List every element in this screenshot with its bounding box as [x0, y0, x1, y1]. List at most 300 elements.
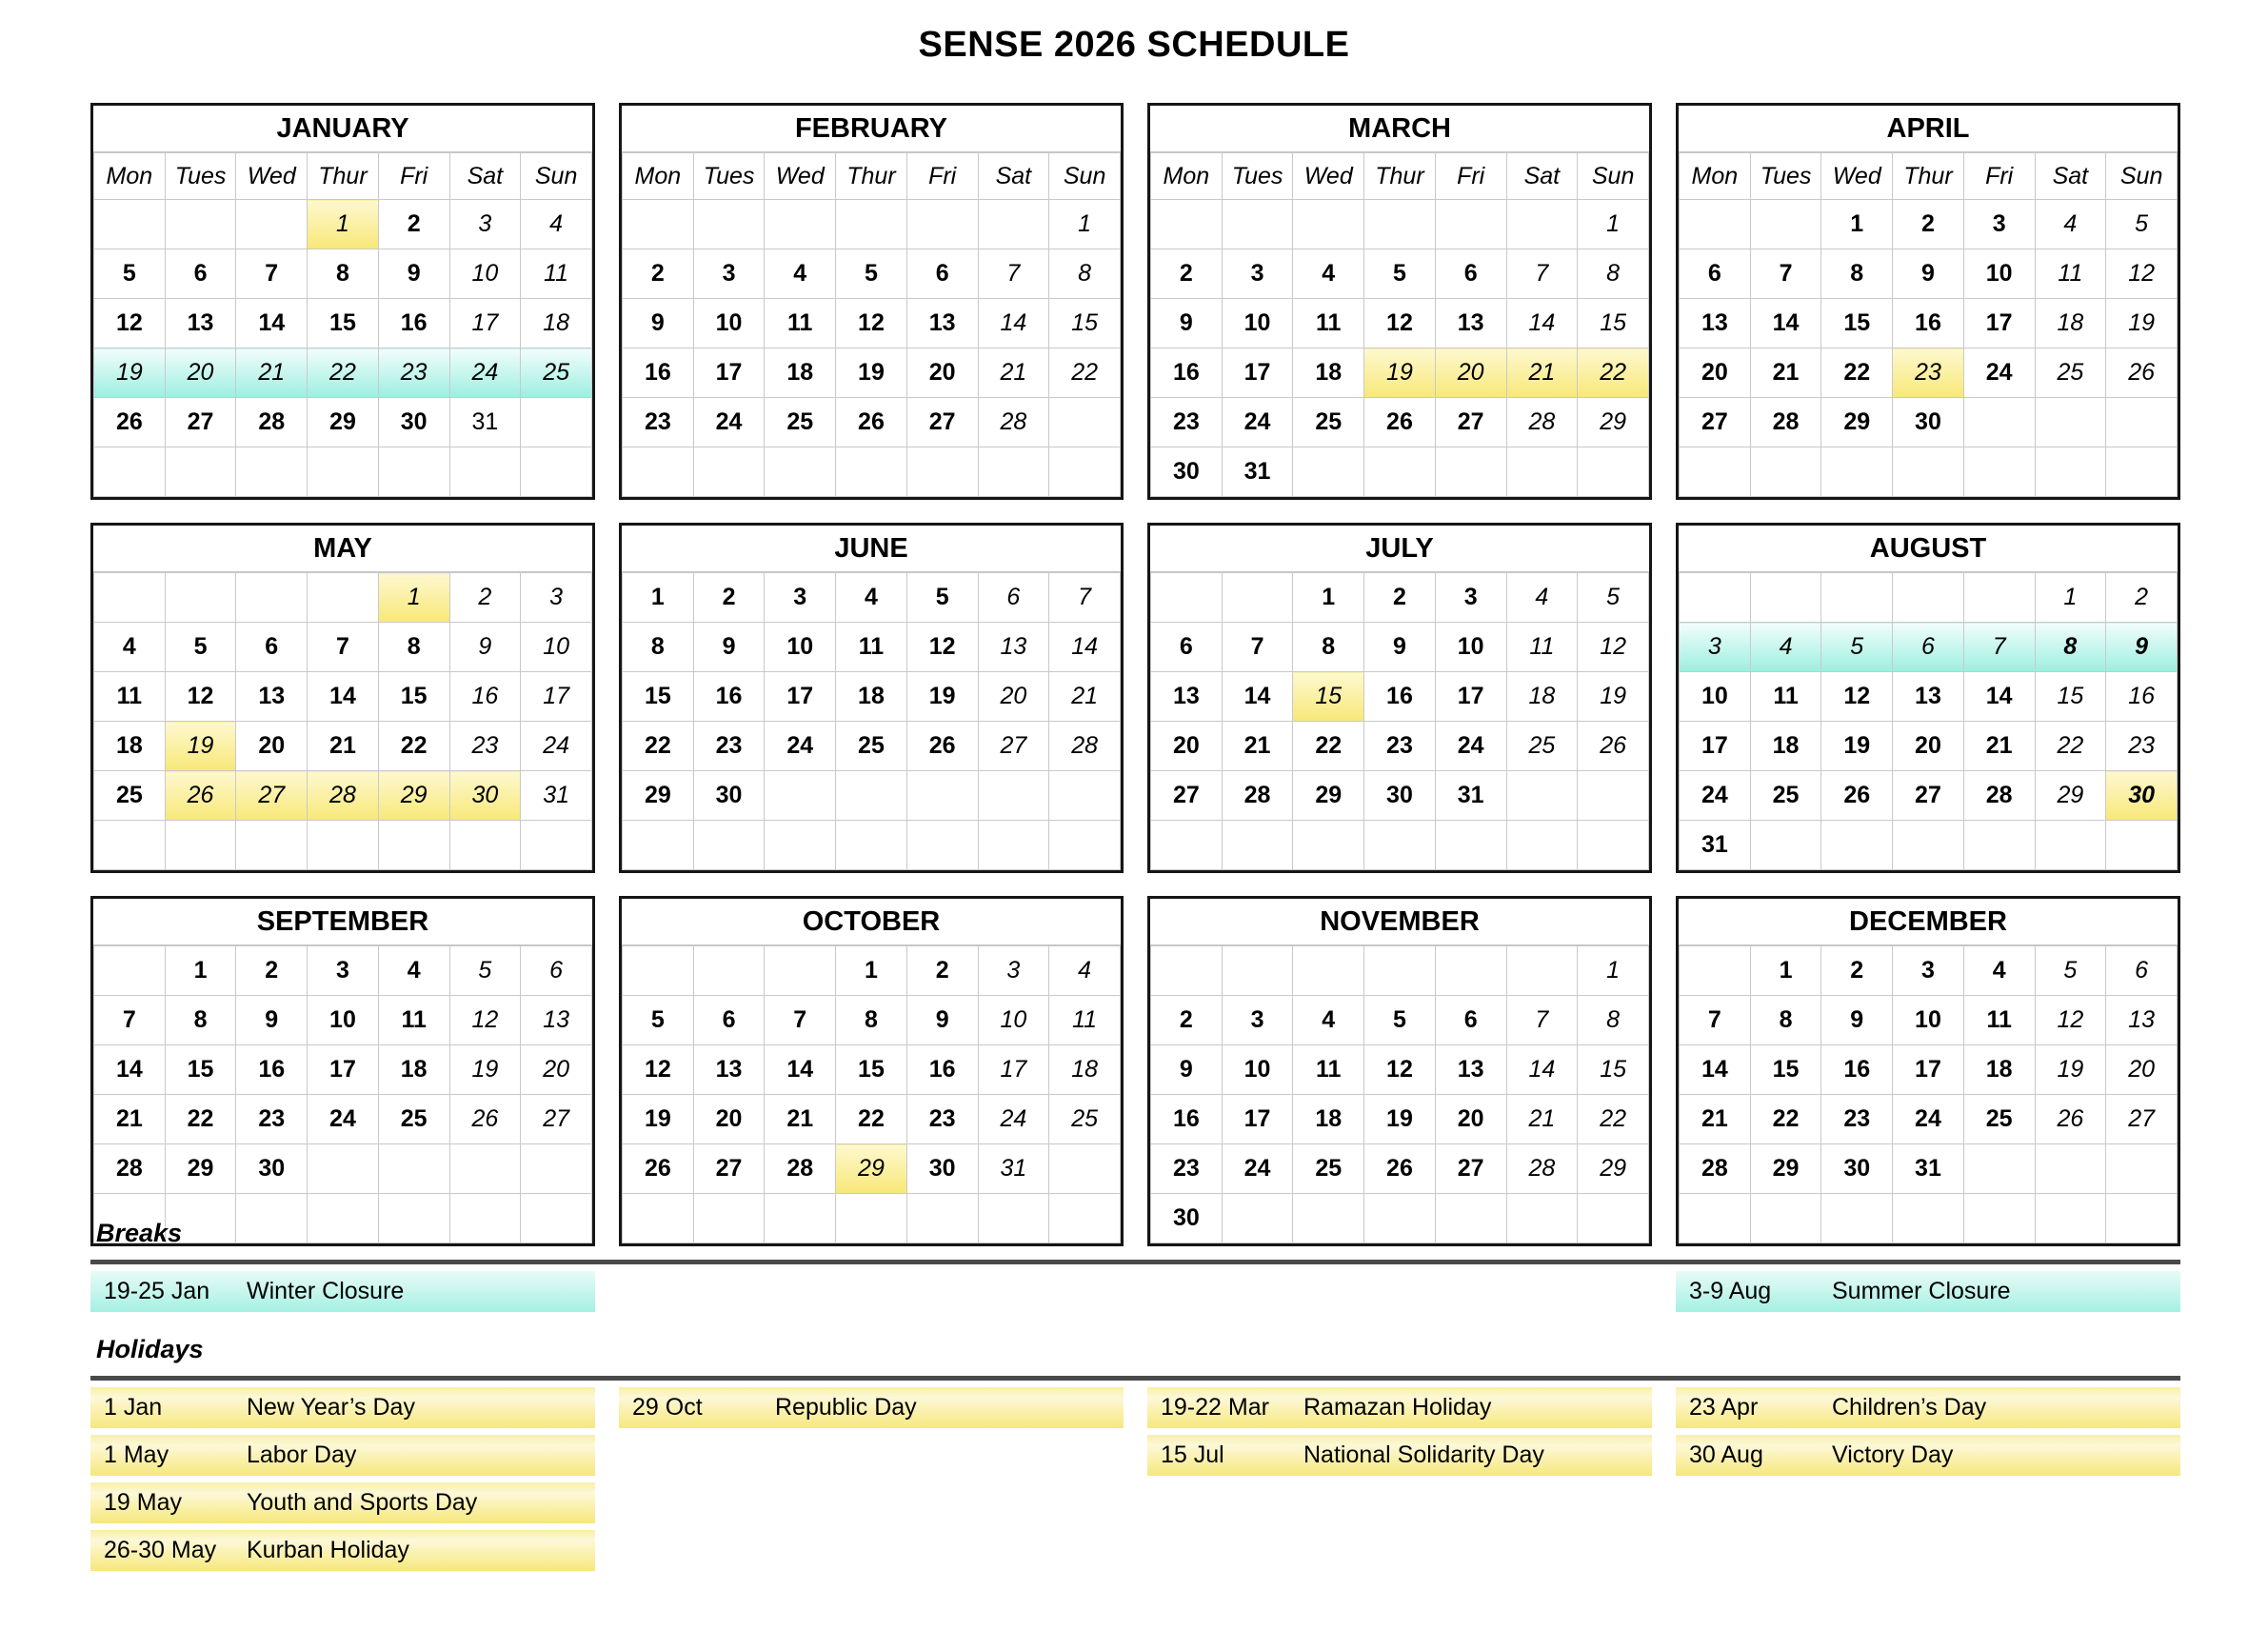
day-cell: 21 — [1750, 348, 1821, 398]
day-cell: 4 — [378, 946, 449, 996]
entry-label: Winter Closure — [247, 1278, 405, 1304]
holidays-heading: Holidays — [96, 1335, 204, 1363]
day-cell: 24 — [521, 722, 592, 771]
day-cell: 20 — [165, 348, 236, 398]
empty-cell — [236, 447, 308, 497]
day-cell: 11 — [836, 623, 907, 672]
day-cell: 24 — [978, 1095, 1049, 1144]
day-cell: 18 — [2035, 299, 2106, 348]
month-september — [90, 896, 595, 1246]
entry-label: National Solidarity Day — [1303, 1441, 1544, 1468]
day-cell: 29 — [623, 771, 694, 821]
day-cell: 22 — [308, 348, 379, 398]
day-cell: 6 — [521, 946, 592, 996]
day-cell: 4 — [521, 200, 592, 249]
day-cell: 24 — [449, 348, 521, 398]
day-cell: 22 — [1049, 348, 1121, 398]
day-cell: 7 — [1222, 623, 1293, 672]
day-cell: 28 — [1506, 398, 1578, 447]
day-cell: 25 — [2035, 348, 2106, 398]
day-cell: 26 — [1578, 722, 1649, 771]
day-cell: 21 — [1222, 722, 1293, 771]
day-cell: 31 — [1893, 1144, 1964, 1194]
day-cell: 27 — [906, 398, 978, 447]
day-cell: 22 — [1293, 722, 1364, 771]
day-cell: 2 — [1151, 249, 1223, 299]
empty-cell — [1435, 821, 1506, 870]
empty-cell — [1963, 821, 2035, 870]
day-cell: 16 — [1151, 1095, 1223, 1144]
day-cell: 25 — [765, 398, 836, 447]
day-cell: 8 — [1750, 996, 1821, 1045]
empty-cell — [1151, 573, 1223, 623]
month-title: APRIL — [1679, 106, 2178, 152]
day-cell: 14 — [308, 672, 379, 722]
empty-cell — [1049, 771, 1121, 821]
weekday-header: Tues — [1750, 153, 1821, 200]
day-cell: 10 — [1680, 672, 1751, 722]
day-cell: 9 — [236, 996, 308, 1045]
empty-cell — [1680, 573, 1751, 623]
entry-dates: 19-22 Mar — [1161, 1394, 1269, 1421]
day-cell: 1 — [378, 573, 449, 623]
empty-cell — [1963, 1144, 2035, 1194]
empty-cell — [2035, 821, 2106, 870]
day-cell: 19 — [2035, 1045, 2106, 1095]
entry-label: Summer Closure — [1832, 1278, 2011, 1304]
empty-cell — [1578, 821, 1649, 870]
day-cell: 7 — [978, 249, 1049, 299]
day-cell: 6 — [1435, 249, 1506, 299]
empty-cell — [308, 821, 379, 870]
weekday-header: Wed — [765, 153, 836, 200]
day-cell: 11 — [94, 672, 166, 722]
empty-cell — [1578, 771, 1649, 821]
empty-cell — [1893, 821, 1964, 870]
day-cell: 15 — [1821, 299, 1893, 348]
day-cell: 16 — [236, 1045, 308, 1095]
day-cell: 28 — [1049, 722, 1121, 771]
empty-cell — [521, 821, 592, 870]
day-cell: 6 — [1893, 623, 1964, 672]
day-cell: 7 — [1506, 996, 1578, 1045]
day-cell: 6 — [165, 249, 236, 299]
day-cell: 1 — [1750, 946, 1821, 996]
empty-cell — [1222, 200, 1293, 249]
weekday-header: Mon — [94, 153, 166, 200]
weekday-header: Mon — [623, 153, 694, 200]
empty-cell — [906, 771, 978, 821]
day-cell: 3 — [1963, 200, 2035, 249]
day-cell: 20 — [521, 1045, 592, 1095]
weekday-header: Tues — [1222, 153, 1293, 200]
day-cell: 14 — [1963, 672, 2035, 722]
empty-cell — [378, 1144, 449, 1194]
day-cell: 17 — [765, 672, 836, 722]
empty-cell — [94, 573, 166, 623]
day-cell: 28 — [1963, 771, 2035, 821]
day-cell: 16 — [623, 348, 694, 398]
empty-cell — [2035, 447, 2106, 497]
day-cell: 2 — [693, 573, 765, 623]
day-cell: 10 — [765, 623, 836, 672]
day-cell: 5 — [906, 573, 978, 623]
empty-cell — [765, 200, 836, 249]
empty-cell — [623, 200, 694, 249]
day-cell: 21 — [1506, 348, 1578, 398]
entry-label: Republic Day — [775, 1394, 917, 1421]
day-cell: 13 — [521, 996, 592, 1045]
day-cell: 6 — [906, 249, 978, 299]
break-entry — [1676, 1271, 2180, 1312]
day-cell: 17 — [521, 672, 592, 722]
empty-cell — [1049, 447, 1121, 497]
day-cell: 23 — [1151, 398, 1223, 447]
day-cell: 4 — [1750, 623, 1821, 672]
weekday-header: Tues — [693, 153, 765, 200]
holiday-entry — [1147, 1435, 1652, 1476]
day-cell: 21 — [94, 1095, 166, 1144]
day-cell: 19 — [1364, 348, 1436, 398]
day-cell: 18 — [765, 348, 836, 398]
day-cell: 6 — [1435, 996, 1506, 1045]
day-cell: 19 — [449, 1045, 521, 1095]
day-cell: 22 — [1750, 1095, 1821, 1144]
day-cell: 31 — [449, 398, 521, 447]
month-title: AUGUST — [1679, 526, 2178, 572]
day-cell: 9 — [1364, 623, 1436, 672]
day-cell: 24 — [1222, 398, 1293, 447]
day-cell: 12 — [906, 623, 978, 672]
day-cell: 8 — [1578, 996, 1649, 1045]
day-cell: 13 — [906, 299, 978, 348]
empty-cell — [308, 573, 379, 623]
day-cell: 25 — [836, 722, 907, 771]
day-cell: 19 — [836, 348, 907, 398]
entry-dates: 19-25 Jan — [104, 1278, 210, 1304]
day-cell: 1 — [2035, 573, 2106, 623]
month-table — [622, 572, 1121, 870]
day-cell: 27 — [521, 1095, 592, 1144]
empty-cell — [378, 447, 449, 497]
empty-cell — [978, 771, 1049, 821]
day-cell: 25 — [94, 771, 166, 821]
day-cell: 19 — [165, 722, 236, 771]
day-cell: 11 — [1049, 996, 1121, 1045]
day-cell: 31 — [978, 1144, 1049, 1194]
empty-cell — [1151, 821, 1223, 870]
day-cell: 22 — [1578, 348, 1649, 398]
day-cell: 27 — [1680, 398, 1751, 447]
empty-cell — [521, 447, 592, 497]
day-cell: 3 — [1680, 623, 1751, 672]
month-title: FEBRUARY — [622, 106, 1121, 152]
empty-cell — [765, 821, 836, 870]
day-cell: 9 — [1151, 299, 1223, 348]
entry-label: New Year’s Day — [247, 1394, 415, 1421]
day-cell: 25 — [1506, 722, 1578, 771]
weekday-header: Mon — [1680, 153, 1751, 200]
empty-cell — [1963, 573, 2035, 623]
day-cell: 22 — [378, 722, 449, 771]
month-january — [90, 103, 595, 500]
empty-cell — [521, 398, 592, 447]
day-cell: 16 — [449, 672, 521, 722]
day-cell: 8 — [308, 249, 379, 299]
day-cell: 26 — [165, 771, 236, 821]
empty-cell — [1963, 398, 2035, 447]
day-cell: 25 — [1963, 1095, 2035, 1144]
day-cell: 29 — [378, 771, 449, 821]
day-cell: 9 — [1893, 249, 1964, 299]
day-cell: 19 — [906, 672, 978, 722]
month-title: JUNE — [622, 526, 1121, 572]
day-cell: 20 — [1435, 1095, 1506, 1144]
day-cell: 24 — [1893, 1095, 1964, 1144]
day-cell: 22 — [1821, 348, 1893, 398]
day-cell: 24 — [1435, 722, 1506, 771]
day-cell: 8 — [1293, 623, 1364, 672]
day-cell: 4 — [1293, 996, 1364, 1045]
weekday-header: Wed — [1293, 153, 1364, 200]
day-cell: 23 — [1821, 1095, 1893, 1144]
day-cell: 26 — [906, 722, 978, 771]
day-cell: 2 — [236, 946, 308, 996]
day-cell: 27 — [1893, 771, 1964, 821]
weekday-header: Sat — [449, 153, 521, 200]
day-cell: 6 — [236, 623, 308, 672]
day-cell: 11 — [378, 996, 449, 1045]
day-cell: 11 — [765, 299, 836, 348]
day-cell: 29 — [1821, 398, 1893, 447]
empty-cell — [623, 447, 694, 497]
day-cell: 3 — [978, 946, 1049, 996]
entry-dates: 29 Oct — [632, 1394, 703, 1421]
breaks-heading: Breaks — [96, 1219, 183, 1247]
day-cell: 20 — [693, 1095, 765, 1144]
empty-cell — [1821, 447, 1893, 497]
month-table — [622, 945, 1121, 1243]
day-cell: 23 — [623, 398, 694, 447]
empty-cell — [836, 821, 907, 870]
empty-cell — [906, 447, 978, 497]
day-cell: 2 — [1364, 573, 1436, 623]
day-cell: 30 — [1151, 447, 1223, 497]
empty-cell — [1364, 200, 1436, 249]
weekday-header: Sat — [978, 153, 1049, 200]
day-cell: 10 — [978, 996, 1049, 1045]
day-cell: 29 — [2035, 771, 2106, 821]
day-cell: 1 — [308, 200, 379, 249]
day-cell: 27 — [1435, 1144, 1506, 1194]
entry-dates: 26-30 May — [104, 1537, 217, 1563]
entry-dates: 1 Jan — [104, 1394, 163, 1421]
month-title: OCTOBER — [622, 899, 1121, 945]
empty-cell — [165, 821, 236, 870]
empty-cell — [1151, 200, 1223, 249]
day-cell: 13 — [978, 623, 1049, 672]
month-title: NOVEMBER — [1150, 899, 1649, 945]
empty-cell — [1222, 821, 1293, 870]
legend-column — [619, 1387, 1124, 1428]
day-cell: 4 — [1506, 573, 1578, 623]
day-cell: 12 — [1364, 299, 1436, 348]
empty-cell — [693, 447, 765, 497]
day-cell: 20 — [1435, 348, 1506, 398]
weekday-header: Sun — [521, 153, 592, 200]
day-cell: 7 — [1680, 996, 1751, 1045]
day-cell: 1 — [1578, 946, 1649, 996]
day-cell: 26 — [1364, 398, 1436, 447]
section-rule — [90, 1376, 2180, 1381]
day-cell: 13 — [236, 672, 308, 722]
day-cell: 7 — [1963, 623, 2035, 672]
day-cell: 23 — [1151, 1144, 1223, 1194]
day-cell: 14 — [1506, 299, 1578, 348]
day-cell: 24 — [308, 1095, 379, 1144]
empty-cell — [1893, 447, 1964, 497]
day-cell: 8 — [623, 623, 694, 672]
weekday-header: Thur — [308, 153, 379, 200]
holiday-entry — [90, 1530, 595, 1571]
day-cell: 8 — [1049, 249, 1121, 299]
day-cell: 20 — [236, 722, 308, 771]
day-cell: 24 — [765, 722, 836, 771]
day-cell: 5 — [1364, 996, 1436, 1045]
month-title: JANUARY — [93, 106, 592, 152]
day-cell: 1 — [836, 946, 907, 996]
weekday-header: Fri — [1963, 153, 2035, 200]
empty-cell — [906, 821, 978, 870]
day-cell: 23 — [2106, 722, 2178, 771]
day-cell: 15 — [2035, 672, 2106, 722]
empty-cell — [1680, 946, 1751, 996]
day-cell: 15 — [308, 299, 379, 348]
empty-cell — [1222, 946, 1293, 996]
day-cell: 31 — [1222, 447, 1293, 497]
day-cell: 28 — [1680, 1144, 1751, 1194]
day-cell: 3 — [1893, 946, 1964, 996]
day-cell: 13 — [1680, 299, 1751, 348]
weekday-header: Mon — [1151, 153, 1223, 200]
month-may — [90, 523, 595, 873]
entry-label: Ramazan Holiday — [1303, 1394, 1492, 1421]
month-table — [1679, 945, 2178, 1243]
day-cell: 2 — [1893, 200, 1964, 249]
day-cell: 17 — [693, 348, 765, 398]
day-cell: 18 — [1506, 672, 1578, 722]
day-cell: 15 — [1750, 1045, 1821, 1095]
day-cell: 10 — [693, 299, 765, 348]
day-cell: 12 — [2106, 249, 2178, 299]
day-cell: 4 — [836, 573, 907, 623]
empty-cell — [1750, 573, 1821, 623]
day-cell: 7 — [1506, 249, 1578, 299]
entry-label: Kurban Holiday — [247, 1537, 409, 1563]
empty-cell — [978, 200, 1049, 249]
day-cell: 27 — [2106, 1095, 2178, 1144]
empty-cell — [1293, 447, 1364, 497]
day-cell: 25 — [1293, 1144, 1364, 1194]
day-cell: 30 — [1364, 771, 1436, 821]
day-cell: 5 — [165, 623, 236, 672]
day-cell: 13 — [693, 1045, 765, 1095]
day-cell: 28 — [1506, 1144, 1578, 1194]
empty-cell — [1680, 200, 1751, 249]
holiday-entry — [1676, 1435, 2180, 1476]
holiday-entry — [1676, 1387, 2180, 1428]
empty-cell — [165, 447, 236, 497]
day-cell: 28 — [236, 398, 308, 447]
day-cell: 29 — [165, 1144, 236, 1194]
empty-cell — [521, 1144, 592, 1194]
empty-cell — [1578, 447, 1649, 497]
empty-cell — [1049, 821, 1121, 870]
entry-label: Youth and Sports Day — [247, 1489, 478, 1516]
legend-column — [90, 1387, 595, 1571]
day-cell: 18 — [1049, 1045, 1121, 1095]
empty-cell — [94, 946, 166, 996]
day-cell: 8 — [836, 996, 907, 1045]
weekday-header: Sun — [1049, 153, 1121, 200]
day-cell: 9 — [693, 623, 765, 672]
empty-cell — [1750, 447, 1821, 497]
day-cell: 9 — [623, 299, 694, 348]
day-cell: 21 — [1506, 1095, 1578, 1144]
day-cell: 12 — [1364, 1045, 1436, 1095]
empty-cell — [1222, 573, 1293, 623]
weekday-header: Wed — [1821, 153, 1893, 200]
empty-cell — [906, 200, 978, 249]
day-cell: 5 — [1578, 573, 1649, 623]
day-cell: 28 — [978, 398, 1049, 447]
day-cell: 26 — [94, 398, 166, 447]
day-cell: 3 — [1222, 996, 1293, 1045]
day-cell: 17 — [449, 299, 521, 348]
empty-cell — [765, 771, 836, 821]
day-cell: 16 — [1364, 672, 1436, 722]
empty-cell — [449, 447, 521, 497]
day-cell: 20 — [906, 348, 978, 398]
day-cell: 29 — [1578, 1144, 1649, 1194]
day-cell: 12 — [623, 1045, 694, 1095]
day-cell: 23 — [378, 348, 449, 398]
empty-cell — [836, 447, 907, 497]
day-cell: 16 — [2106, 672, 2178, 722]
day-cell: 2 — [1821, 946, 1893, 996]
day-cell: 9 — [1821, 996, 1893, 1045]
day-cell: 30 — [449, 771, 521, 821]
day-cell: 6 — [1151, 623, 1223, 672]
breaks-grid — [90, 1271, 2180, 1312]
day-cell: 17 — [1222, 1095, 1293, 1144]
empty-cell — [2106, 1144, 2178, 1194]
day-cell: 5 — [2106, 200, 2178, 249]
day-cell: 14 — [1750, 299, 1821, 348]
day-cell: 9 — [1151, 1045, 1223, 1095]
day-cell: 3 — [1222, 249, 1293, 299]
day-cell: 21 — [765, 1095, 836, 1144]
section-rule — [90, 1260, 2180, 1264]
empty-cell — [308, 447, 379, 497]
day-cell: 8 — [2035, 623, 2106, 672]
month-october — [619, 896, 1124, 1246]
empty-cell — [1435, 200, 1506, 249]
day-cell: 11 — [2035, 249, 2106, 299]
day-cell: 19 — [1821, 722, 1893, 771]
holiday-entry — [90, 1482, 595, 1523]
day-cell: 15 — [378, 672, 449, 722]
